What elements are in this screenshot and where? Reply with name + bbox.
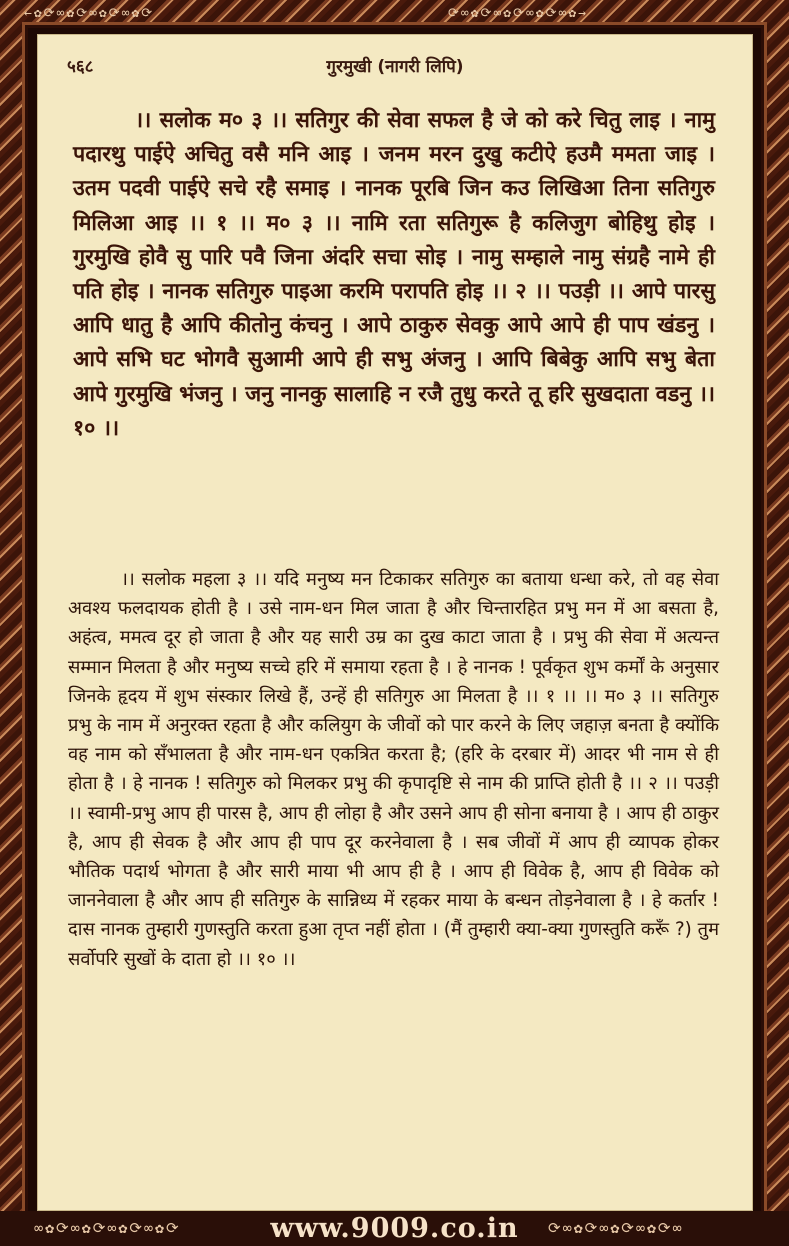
scroll-ornament-left: ∞✿⟳∞✿⟳∞✿⟳∞✿⟳ <box>34 1219 181 1237</box>
page-title: गुरमुखी (नागरी लिपि) <box>326 57 464 77</box>
website-link[interactable]: www.9009.co.in <box>270 1213 519 1244</box>
page <box>37 34 753 1211</box>
page-number: ५६८ <box>67 57 94 77</box>
scroll-ornament-right: ⟳∞✿⟳∞✿⟳∞✿⟳∞ <box>548 1219 684 1237</box>
hindi-translation: ।। सलोक महला ३ ।। यदि मनुष्य मन टिकाकर सतिगुरु का बताया धन्धा करे, तो वह सेवा अवश्य फलदायक होती है । उसे नाम-धन मिल जाता है और चिन्तारहित प्रभु मन में आ बसता है, अहंत्व, ममत्व दूर हो जाता है और यह सारी उम्र का दुख काटा जाता है । प्रभु की सेवा में अत्यन्त सम्मान मिलता है और मनुष्य सच्चे हरि में समाया रहता है । हे नानक ! पूर्वकृत शुभ कर्मों के अनुसार जिनके हृदय में शुभ संस्कार लिखे हैं, उन्हें ही सतिगुरु आ मिलता है ।। १ ।। ।। म० ३ ।। सतिगुरु प्रभु के नाम में अनुरक्त रहता है और कलियुग के जीवों को पार करने के लिए जहाज़ बनता है क्योंकि वह नाम को सँभालता है और नाम-धन एकत्रित करता है; (हरि के दरबार में) आदर भी नाम से ही होता है । हे नानक ! सतिगुरु को मिलकर प्रभु की कृपादृष्टि से नाम की प्राप्ति होती है ।। २ ।। पउड़ी ।। स्वामी-प्रभु आप ही पारस है, आप ही लोहा है और उसने आप ही सोना बनाया है । आप ही ठाकुर है, आप ही सेवक है और आप ही पाप दूर करनेवाला है । सब जीवों में आप ही व्यापक होकर भौतिक पदार्थ भोगता है और सारी माया भी आप ही है । आप ही विवेक है, आप ही विवेक को जाननेवाला है और आप ही सतिगुरु के सान्निध्य में रहकर माया के बन्धन तोड़नेवाला है । हे कर्तार ! दास नानक तुम्हारी गुणस्तुति करता हुआ तृप्त नहीं होता । (मैं तुम्हारी क्या-क्या गुणस्तुति करूँ ?) तुम सर्वोपरि सुखों के दाता हो ।। १० ।। <box>68 569 719 970</box>
scroll-ornament-top-left: ←✿⟳∞✿⟳∞✿⟳∞✿⟳ <box>24 6 155 21</box>
scroll-ornament-top-right: ⟳∞✿⟳∞✿⟳∞✿⟳∞✿→ <box>448 6 589 21</box>
gurmukhi-verse: ।। सलोक म० ३ ।। सतिगुर की सेवा सफल है जे को करे चितु लाइ । नामु पदारथु पाईऐ अचितु वसै मनि आइ । जनम मरन दुखु कटीऐ हउमै ममता जाइ । उतम पदवी पाईऐ सचे रहै समाइ । नानक पूरबि जिन कउ लिखिआ तिना सतिगुरु मिलिआ आइ ।। १ ।। म० ३ ।। नामि रता सतिगुरू है कलिजुग बोहिथु होइ । गुरमुखि होवै सु पारि पवै जिना अंदरि सचा सोइ । नामु सम्हाले नामु संग्रहै नामे ही पति होइ । नानक सतिगुरु पाइआ करमि परापति होइ ।। २ ।। पउड़ी ।। आपे पारसु आपि धातु है आपि कीतोनु कंचनु । आपे ठाकुरु सेवकु आपे आपे ही पाप खंडनु । आपे सभि घट भोगवै सुआमी आपे ही सभु अंजनु । आपि बिबेकु आपि सभु बेता आपे गुरमुखि भंजनु । जनु नानकु सालाहि न रजै तुधु करते तू हरि सुखदाता वडनु ।। १० ।। <box>73 108 715 441</box>
